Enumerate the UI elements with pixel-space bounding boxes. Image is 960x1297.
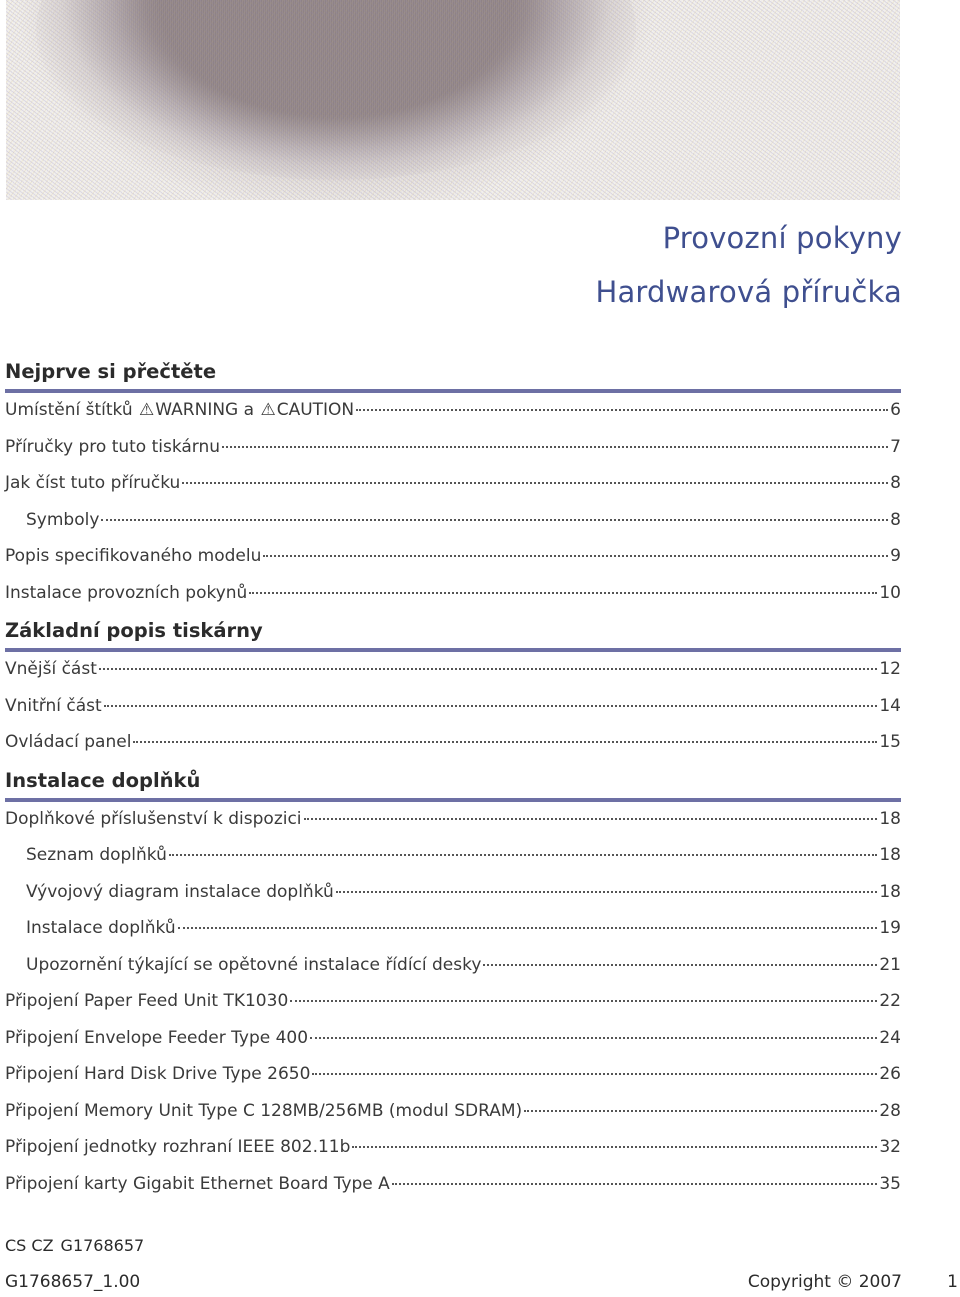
toc-leader-dots [101, 519, 888, 521]
toc-entry-label: Připojení Paper Feed Unit TK1030 [5, 991, 289, 1011]
toc-leader-dots [356, 409, 888, 411]
toc-entry[interactable] [5, 991, 901, 1028]
toc-entry-label: Ovládací panel [5, 732, 132, 752]
warning-triangle-icon: ⚠ [260, 400, 276, 420]
toc-page-number: 19 [879, 918, 901, 938]
toc-leader-dots [392, 1183, 878, 1185]
toc-entry-label: Příručky pro tuto tiskárnu [5, 436, 221, 457]
toc-subentry[interactable] [5, 882, 901, 919]
toc-leader-dots [178, 927, 878, 929]
toc-leader-dots [312, 1073, 877, 1075]
toc-page-number: 6 [890, 400, 901, 420]
toc-subentry[interactable] [5, 955, 901, 992]
toc-leader-dots [222, 446, 888, 448]
toc-section-heading[interactable]: Instalace doplňků [5, 769, 901, 802]
toc-entry-label: Vnější část [5, 659, 97, 679]
toc-entry[interactable] [5, 696, 901, 733]
toc-leader-dots [249, 592, 877, 594]
toc-entry[interactable] [5, 1174, 901, 1211]
toc-entry-label: Vývojový diagram instalace doplňků [26, 881, 334, 902]
toc-page-number: 26 [879, 1064, 901, 1084]
toc-leader-dots [263, 555, 888, 557]
header-banner-image [6, 0, 900, 200]
document-title: Provozní pokyny [662, 221, 902, 255]
toc-page-number: 8 [890, 509, 901, 530]
toc-entry-label: Doplňkové příslušenství k dispozici [5, 808, 302, 829]
copyright-notice: Copyright © 2007 [747, 1272, 902, 1292]
toc-page-number: 35 [879, 1173, 901, 1194]
toc-entry-label: Připojení Hard Disk Drive Type 2650 [5, 1064, 311, 1084]
toc-leader-dots [99, 668, 878, 670]
toc-entry[interactable] [5, 400, 901, 437]
toc-section-heading[interactable]: Základní popis tiskárny [5, 619, 901, 652]
toc-entry-label: Připojení karty Gigabit Ethernet Board Type A [5, 1173, 390, 1194]
toc-entry-label: Instalace provozních pokynů [5, 582, 248, 603]
toc-page-number: 24 [879, 1027, 901, 1048]
toc-entry[interactable] [5, 546, 901, 583]
toc-subentry[interactable] [5, 918, 901, 955]
toc-leader-dots [169, 854, 877, 856]
toc-page-number: 10 [879, 582, 901, 603]
toc-entry[interactable] [5, 473, 901, 510]
toc-leader-dots [182, 482, 888, 484]
doc-code: G1768657 [60, 1236, 145, 1255]
toc-entry-label: Připojení Envelope Feeder Type 400 [5, 1027, 309, 1048]
toc-entry[interactable] [5, 437, 901, 474]
toc-entry[interactable] [5, 659, 901, 696]
toc-entry-label: Umístění štítků ⚠WARNING a ⚠CAUTION [5, 400, 355, 420]
toc-page-number: 9 [890, 546, 901, 566]
toc-entry-label: Symboly [26, 509, 100, 530]
toc-section-heading[interactable]: Nejprve si přečtěte [5, 360, 901, 393]
toc-entry-label: Připojení jednotky rozhraní IEEE 802.11b [5, 1137, 351, 1157]
toc-entry-label: Seznam doplňků [26, 845, 167, 865]
toc-entry[interactable] [5, 1028, 901, 1065]
table-of-contents [5, 360, 901, 1210]
toc-entry-label: Jak číst tuto příručku [5, 473, 181, 493]
toc-entry[interactable] [5, 809, 901, 846]
document-subtitle: Hardwarová příručka [595, 275, 902, 309]
toc-entry-label: Upozornění týkající se opětovné instalace řídící desky [26, 954, 482, 975]
toc-entry[interactable] [5, 1137, 901, 1174]
toc-page-number: 15 [879, 732, 901, 752]
toc-entry-label: Instalace doplňků [26, 918, 176, 938]
toc-leader-dots [310, 1037, 877, 1039]
toc-entry-label: Vnitřní část [5, 695, 102, 716]
language-code: CS CZ [5, 1236, 54, 1255]
toc-leader-dots [336, 891, 878, 893]
toc-page-number: 21 [879, 954, 901, 975]
toc-leader-dots [304, 818, 878, 820]
toc-page-number: 18 [879, 881, 901, 902]
document-version: G1768657_1.00 [5, 1272, 141, 1292]
toc-leader-dots [104, 705, 878, 707]
toc-entry[interactable] [5, 1064, 901, 1101]
toc-page-number: 18 [879, 808, 901, 829]
toc-entry-label: Připojení Memory Unit Type C 128MB/256MB (modul SDRAM) [5, 1100, 523, 1121]
toc-page-number: 32 [879, 1137, 901, 1157]
toc-page-number: 28 [879, 1100, 901, 1121]
toc-leader-dots [483, 964, 877, 966]
toc-entry[interactable] [5, 583, 901, 620]
document-code [5, 1236, 144, 1255]
toc-leader-dots [290, 1000, 877, 1002]
toc-page-number: 18 [879, 845, 901, 865]
toc-page-number: 12 [879, 659, 901, 679]
page-number: 1 [947, 1272, 958, 1292]
toc-leader-dots [133, 741, 877, 743]
toc-page-number: 14 [879, 695, 901, 716]
toc-page-number: 7 [890, 436, 901, 457]
toc-subentry[interactable] [5, 510, 901, 547]
toc-leader-dots [524, 1110, 877, 1112]
toc-leader-dots [352, 1146, 877, 1148]
toc-subentry[interactable] [5, 845, 901, 882]
toc-page-number: 8 [890, 473, 901, 493]
toc-entry[interactable] [5, 1101, 901, 1138]
warning-triangle-icon: ⚠ [139, 400, 155, 420]
toc-page-number: 22 [879, 991, 901, 1011]
toc-entry-label: Popis specifikovaného modelu [5, 546, 262, 566]
toc-entry[interactable] [5, 732, 901, 769]
